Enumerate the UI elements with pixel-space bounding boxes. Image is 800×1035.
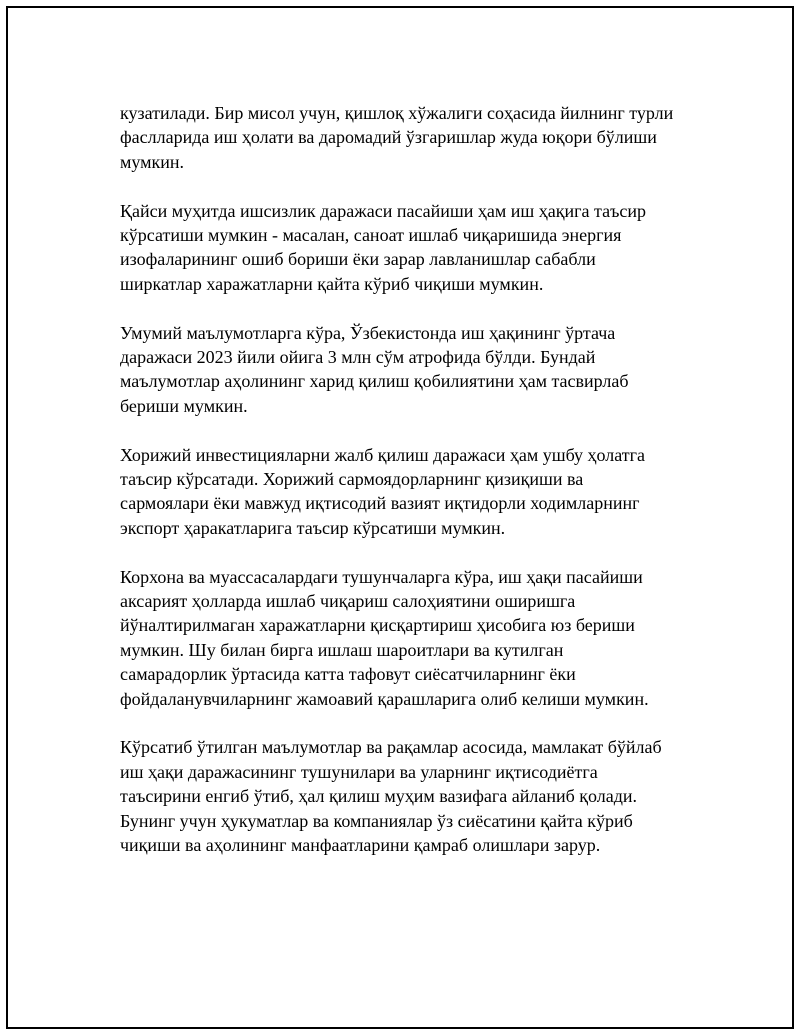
document-body bbox=[120, 101, 710, 882]
paragraph-3: Умумий маълумотларга кўра, Ўзбекистонда иш ҳақининг ўртача даражаси 2023 йили ойига 3 млн сўм атрофида бўлди. Бундай маълумотлар аҳолининг харид қилиш қобилиятини ҳам тасвирлаб бериши мумкин. bbox=[120, 322, 629, 416]
page-frame bbox=[6, 6, 794, 1029]
paragraph-5: Корхона ва муассасалардаги тушунчаларга кўра, иш ҳақи пасайиши аксарият ҳолларда ишлаб чиқариш салоҳиятини оширишга йўналтирилмаган харажатларни қисқартириш ҳисобига юз бериши мумкин. Шу билан бирга ишлаш шароитлари ва кутилган самарадорлик ўртасида катта тафовут сиёсатчиларнинг ёки фойдаланувчиларнинг жамоавий қарашларига олиб келиши мумкин. bbox=[120, 566, 649, 709]
paragraph-2: Қайси муҳитда ишсизлик даражаси пасайиши ҳам иш ҳақига таъсир кўрсатиши мумкин - масалан, саноат ишлаб чиқаришида энергия изофаларининг ошиб бориши ёки зарар лавланишлар сабабли ширкатлар харажатларни қайта кўриб чиқиши мумкин. bbox=[120, 200, 647, 294]
paragraph-6: Кўрсатиб ўтилган маълумотлар ва рақамлар асосида, мамлакат бўйлаб иш ҳақи даражасининг тушунилари ва уларнинг иқтисодиётга таъсирини енгиб ўтиб, ҳал қилиш муҳим вазифага айланиб қолади. Бунинг учун ҳукуматлар ва компаниялар ўз сиёсатини қайта кўриб чиқиши ва аҳолининг манфаатларини қамраб олишлари зарур. bbox=[120, 737, 662, 856]
paragraph-1: кузатилади. Бир мисол учун, қишлоқ хўжалиги соҳасида йилнинг турли фаслларида иш ҳолати ва даромадий ўзгаришлар жуда юқори бўлиши мумкин. bbox=[120, 103, 674, 172]
paragraph-4: Хорижий инвестицияларни жалб қилиш даражаси ҳам ушбу ҳолатга таъсир кўрсатади. Хорижий сармоядорларнинг қизиқиши ва сармоялари ёки мавжуд иқтисодий вазият иқтидорли ходимларнинг экспорт ҳаракатларига таъсир кўрсатиши мумкин. bbox=[120, 444, 646, 538]
